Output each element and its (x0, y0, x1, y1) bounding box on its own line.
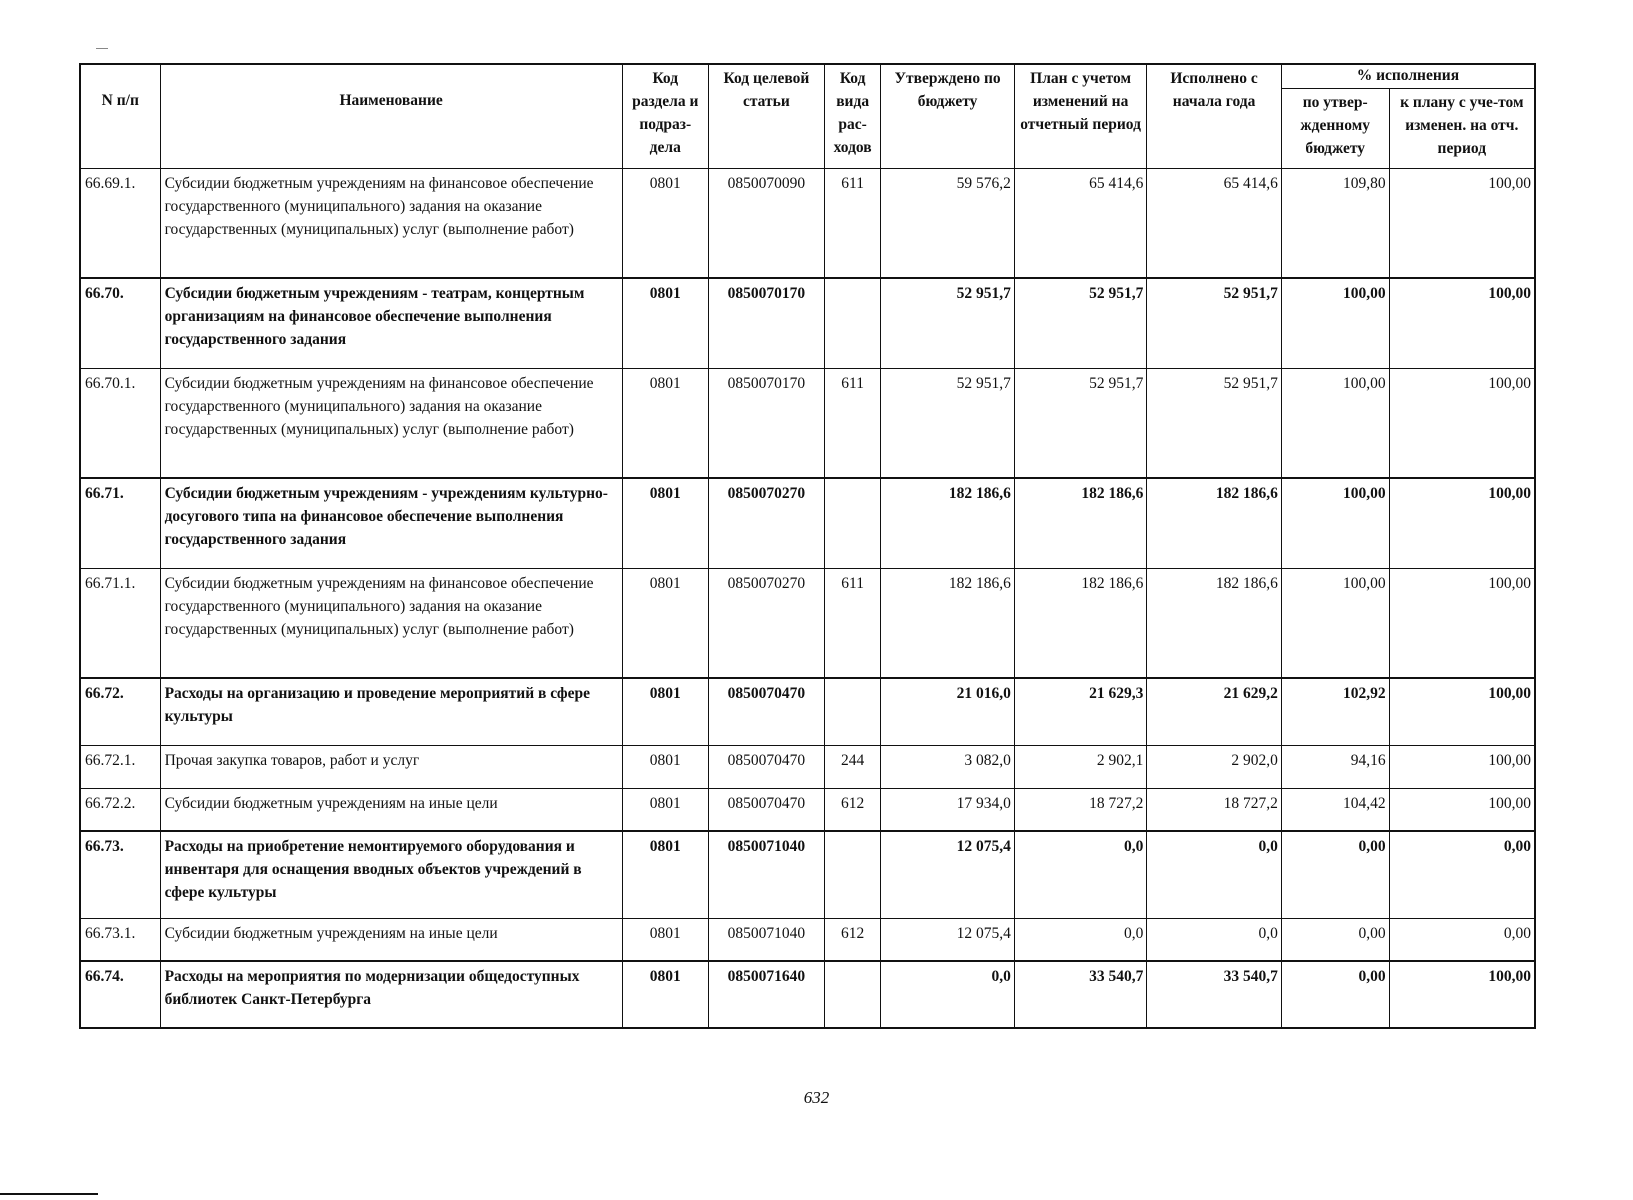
cell-name: Прочая закупка товаров, работ и услуг (160, 745, 622, 788)
cell-celevaya: 0850070470 (708, 678, 824, 745)
cell-utv: 52 951,7 (881, 278, 1014, 368)
cell-vid (824, 961, 880, 1028)
cell-celevaya: 0850070470 (708, 745, 824, 788)
header-pct-group: % исполнения (1281, 64, 1535, 88)
cell-num: 66.73.1. (80, 918, 160, 961)
cell-isp: 21 629,2 (1147, 678, 1282, 745)
cell-utv: 17 934,0 (881, 788, 1014, 831)
table-row (80, 168, 1535, 278)
cell-isp: 0,0 (1147, 918, 1282, 961)
cell-razdel: 0801 (622, 168, 708, 278)
cell-razdel: 0801 (622, 788, 708, 831)
cell-plan: 52 951,7 (1014, 368, 1146, 478)
cell-pct-plan: 100,00 (1389, 278, 1535, 368)
cell-num: 66.71.1. (80, 568, 160, 678)
header-pct-plan: к плану с уче-том изменен. на отч. период (1389, 88, 1535, 168)
cell-name: Субсидии бюджетным учреждениям на иные цели (160, 788, 622, 831)
cell-plan: 0,0 (1014, 831, 1146, 918)
budget-execution-table (79, 63, 1536, 1029)
cell-vid: 611 (824, 168, 880, 278)
cell-name: Субсидии бюджетным учреждениям на иные цели (160, 918, 622, 961)
cell-plan: 65 414,6 (1014, 168, 1146, 278)
header-razdel: Код раздела и подраз-дела (622, 64, 708, 168)
cell-pct-plan: 100,00 (1389, 168, 1535, 278)
cell-razdel: 0801 (622, 745, 708, 788)
cell-vid: 244 (824, 745, 880, 788)
cell-razdel: 0801 (622, 678, 708, 745)
cell-pct-utv: 100,00 (1281, 278, 1389, 368)
cell-vid (824, 278, 880, 368)
cell-pct-utv: 100,00 (1281, 368, 1389, 478)
header-celevaya: Код целевой статьи (708, 64, 824, 168)
cell-pct-utv: 0,00 (1281, 918, 1389, 961)
cell-num: 66.69.1. (80, 168, 160, 278)
cell-pct-utv: 109,80 (1281, 168, 1389, 278)
header-num: N п/п (80, 64, 160, 168)
cell-plan: 33 540,7 (1014, 961, 1146, 1028)
cell-utv: 21 016,0 (881, 678, 1014, 745)
scan-mark (96, 48, 108, 49)
header-utv: Утверждено по бюджету (881, 64, 1014, 168)
cell-utv: 52 951,7 (881, 368, 1014, 478)
cell-razdel: 0801 (622, 831, 708, 918)
cell-name: Субсидии бюджетным учреждениям на финансовое обеспечение государственного (муниципального) задания на оказание государственных (муниципальных) услуг (выполнение работ) (160, 568, 622, 678)
cell-utv: 12 075,4 (881, 918, 1014, 961)
cell-vid: 612 (824, 788, 880, 831)
cell-num: 66.73. (80, 831, 160, 918)
cell-pct-plan: 0,00 (1389, 918, 1535, 961)
cell-pct-utv: 104,42 (1281, 788, 1389, 831)
cell-pct-plan: 100,00 (1389, 788, 1535, 831)
cell-pct-plan: 100,00 (1389, 368, 1535, 478)
cell-utv: 0,0 (881, 961, 1014, 1028)
table-row (80, 368, 1535, 478)
cell-celevaya: 0850070270 (708, 568, 824, 678)
cell-utv: 12 075,4 (881, 831, 1014, 918)
cell-razdel: 0801 (622, 368, 708, 478)
cell-pct-plan: 100,00 (1389, 568, 1535, 678)
cell-celevaya: 0850070270 (708, 478, 824, 568)
cell-utv: 182 186,6 (881, 478, 1014, 568)
cell-name: Расходы на мероприятия по модернизации общедоступных библиотек Санкт-Петербурга (160, 961, 622, 1028)
header-pct-utv: по утвер-жденному бюджету (1281, 88, 1389, 168)
cell-pct-plan: 100,00 (1389, 678, 1535, 745)
cell-plan: 182 186,6 (1014, 568, 1146, 678)
cell-num: 66.72.2. (80, 788, 160, 831)
cell-vid (824, 478, 880, 568)
cell-name: Расходы на приобретение немонтируемого оборудования и инвентаря для оснащения вводных объектов учреждений в сфере культуры (160, 831, 622, 918)
cell-celevaya: 0850070090 (708, 168, 824, 278)
cell-pct-plan: 100,00 (1389, 478, 1535, 568)
header-vid: Код вида рас-ходов (824, 64, 880, 168)
cell-vid: 612 (824, 918, 880, 961)
cell-pct-utv: 0,00 (1281, 831, 1389, 918)
cell-celevaya: 0850070170 (708, 368, 824, 478)
cell-razdel: 0801 (622, 278, 708, 368)
cell-vid (824, 831, 880, 918)
cell-celevaya: 0850071640 (708, 961, 824, 1028)
cell-vid: 611 (824, 368, 880, 478)
cell-pct-utv: 102,92 (1281, 678, 1389, 745)
cell-pct-utv: 94,16 (1281, 745, 1389, 788)
cell-celevaya: 0850070470 (708, 788, 824, 831)
cell-num: 66.70. (80, 278, 160, 368)
cell-isp: 18 727,2 (1147, 788, 1282, 831)
cell-pct-plan: 100,00 (1389, 745, 1535, 788)
cell-razdel: 0801 (622, 918, 708, 961)
cell-razdel: 0801 (622, 961, 708, 1028)
cell-plan: 52 951,7 (1014, 278, 1146, 368)
cell-plan: 182 186,6 (1014, 478, 1146, 568)
cell-isp: 182 186,6 (1147, 568, 1282, 678)
cell-utv: 3 082,0 (881, 745, 1014, 788)
table-row (80, 278, 1535, 368)
cell-num: 66.71. (80, 478, 160, 568)
cell-num: 66.70.1. (80, 368, 160, 478)
cell-name: Субсидии бюджетным учреждениям - учреждениям культурно-досугового типа на финансовое обеспечение выполнения государственного задания (160, 478, 622, 568)
page-number: 632 (803, 1088, 830, 1107)
cell-pct-plan: 0,00 (1389, 831, 1535, 918)
cell-plan: 0,0 (1014, 918, 1146, 961)
cell-vid (824, 678, 880, 745)
cell-pct-plan: 100,00 (1389, 961, 1535, 1028)
table-row (80, 568, 1535, 678)
cell-plan: 2 902,1 (1014, 745, 1146, 788)
cell-isp: 0,0 (1147, 831, 1282, 918)
cell-vid: 611 (824, 568, 880, 678)
cell-celevaya: 0850070170 (708, 278, 824, 368)
cell-razdel: 0801 (622, 478, 708, 568)
cell-plan: 21 629,3 (1014, 678, 1146, 745)
table-row (80, 745, 1535, 788)
cell-isp: 52 951,7 (1147, 278, 1282, 368)
corner-rule (0, 1193, 98, 1195)
cell-celevaya: 0850071040 (708, 918, 824, 961)
table-row (80, 831, 1535, 918)
cell-num: 66.74. (80, 961, 160, 1028)
cell-num: 66.72.1. (80, 745, 160, 788)
cell-isp: 33 540,7 (1147, 961, 1282, 1028)
table-row (80, 678, 1535, 745)
table-row (80, 788, 1535, 831)
cell-pct-utv: 100,00 (1281, 478, 1389, 568)
cell-plan: 18 727,2 (1014, 788, 1146, 831)
table-body (80, 168, 1535, 1028)
table-row (80, 918, 1535, 961)
cell-pct-utv: 100,00 (1281, 568, 1389, 678)
cell-utv: 59 576,2 (881, 168, 1014, 278)
cell-name: Субсидии бюджетным учреждениям - театрам, концертным организациям на финансовое обеспечение выполнения государственного задания (160, 278, 622, 368)
cell-isp: 52 951,7 (1147, 368, 1282, 478)
header-isp: Исполнено с начала года (1147, 64, 1282, 168)
cell-name: Расходы на организацию и проведение мероприятий в сфере культуры (160, 678, 622, 745)
table-header (80, 64, 1535, 168)
cell-name: Субсидии бюджетным учреждениям на финансовое обеспечение государственного (муниципального) задания на оказание государственных (муниципальных) услуг (выполнение работ) (160, 368, 622, 478)
table-row (80, 478, 1535, 568)
cell-utv: 182 186,6 (881, 568, 1014, 678)
cell-celevaya: 0850071040 (708, 831, 824, 918)
cell-isp: 65 414,6 (1147, 168, 1282, 278)
cell-pct-utv: 0,00 (1281, 961, 1389, 1028)
cell-num: 66.72. (80, 678, 160, 745)
table-row (80, 961, 1535, 1028)
cell-isp: 2 902,0 (1147, 745, 1282, 788)
header-name: Наименование (160, 64, 622, 168)
cell-isp: 182 186,6 (1147, 478, 1282, 568)
cell-razdel: 0801 (622, 568, 708, 678)
header-plan: План с учетом изменений на отчетный период (1014, 64, 1146, 168)
cell-name: Субсидии бюджетным учреждениям на финансовое обеспечение государственного (муниципального) задания на оказание государственных (муниципальных) услуг (выполнение работ) (160, 168, 622, 278)
